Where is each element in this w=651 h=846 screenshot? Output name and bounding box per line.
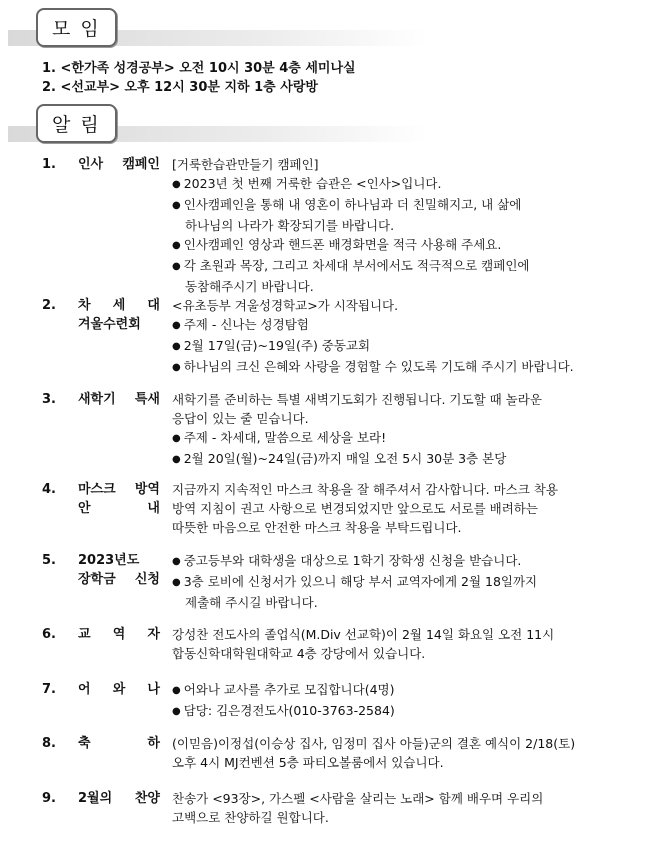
bullet-line: ● 각 초원과 목장, 그리고 차세대 부서에서도 적극적으로 캠페인에 bbox=[172, 256, 642, 277]
notice-title-line: 마스크 방역 bbox=[78, 482, 160, 497]
bullet-line: ● 2월 20일(월)~24일(금)까지 매일 오전 5시 30분 3층 본당 bbox=[172, 449, 642, 470]
notice-title-line: 교 역 자 bbox=[78, 627, 160, 642]
notice-number: 3. bbox=[42, 392, 56, 407]
meetings-title: 모 임 bbox=[36, 8, 117, 47]
notice-title-line: 새학기 특새 bbox=[78, 392, 160, 407]
content-line: 방역 지침이 권고 사항으로 변경되었지만 앞으로도 서로를 배려하는 bbox=[172, 501, 538, 516]
notice-content bbox=[172, 551, 642, 612]
notice-title bbox=[78, 789, 160, 808]
notice-title-line: 장학금 신청 bbox=[78, 572, 160, 587]
notice-title bbox=[78, 551, 160, 589]
content-line: 동참해주시기 바랍니다. bbox=[185, 279, 314, 294]
notice-title bbox=[78, 625, 160, 644]
notice-content bbox=[172, 680, 642, 722]
bullet-line: ● 중고등부와 대학생을 대상으로 1학기 장학생 신청을 받습니다. bbox=[172, 551, 642, 572]
bullet-line: ● 주제 - 차세대, 말씀으로 세상을 보라! bbox=[172, 428, 642, 449]
notice-title-line: 차 세 대 bbox=[78, 298, 160, 313]
content-line: 지금까지 지속적인 마스크 착용을 잘 해주셔서 감사합니다. 마스크 착용 bbox=[172, 482, 558, 497]
bullet-line: ● 어와나 교사를 추가로 모집합니다(4명) bbox=[172, 680, 642, 701]
notice-title bbox=[78, 155, 160, 174]
meeting-item: 2. <선교부> 오후 12시 30분 지하 1층 사랑방 bbox=[42, 80, 318, 95]
notice-title bbox=[78, 480, 160, 518]
notice-title-line: 축 하 bbox=[78, 736, 160, 751]
notice-number: 1. bbox=[42, 157, 56, 172]
notice-content bbox=[172, 296, 642, 378]
content-line: 합동신학대학원대학교 4층 강당에서 있습니다. bbox=[172, 646, 426, 661]
notice-title-line: 인사 캠페인 bbox=[78, 157, 160, 172]
content-line: 오후 4시 MJ컨벤션 5층 파티오볼룸에서 있습니다. bbox=[172, 755, 444, 770]
notice-title bbox=[78, 296, 160, 334]
content-line: 새학기를 준비하는 특별 새벽기도회가 진행됩니다. 기도할 때 놀라운 bbox=[172, 392, 542, 407]
meetings-section-header bbox=[8, 6, 428, 46]
notice-content bbox=[172, 155, 642, 296]
content-line: (이믿음)이정섭(이승상 집사, 임정미 집사 아들)군의 결혼 예식이 2/18(토) bbox=[172, 736, 576, 751]
notice-number: 4. bbox=[42, 482, 56, 497]
notice-title-line: 어 와 나 bbox=[78, 682, 160, 697]
notice-content bbox=[172, 734, 642, 772]
content-line: 고백으로 찬양하길 원합니다. bbox=[172, 810, 329, 825]
meeting-item: 1. <한가족 성경공부> 오전 10시 30분 4층 세미나실 bbox=[42, 61, 356, 76]
notice-content bbox=[172, 625, 642, 663]
notice-title bbox=[78, 680, 160, 699]
content-line: 찬송가 <93장>, 가스펠 <사람을 살리는 노래> 함께 배우며 우리의 bbox=[172, 791, 544, 806]
notice-number: 9. bbox=[42, 791, 56, 806]
notice-number: 2. bbox=[42, 298, 56, 313]
content-line: 강성찬 전도사의 졸업식(M.Div 선교학)이 2월 14일 화요일 오전 11시 bbox=[172, 627, 555, 642]
notice-content bbox=[172, 789, 642, 827]
bullet-line: ● 하나님의 크신 은혜와 사랑을 경험할 수 있도록 기도해 주시기 바랍니다. bbox=[172, 357, 642, 378]
notice-title-line: 2023년도 bbox=[78, 553, 140, 568]
notice-title bbox=[78, 734, 160, 753]
bullet-line: ● 3층 로비에 신청서가 있으니 해당 부서 교역자에게 2월 18일까지 bbox=[172, 572, 642, 593]
content-line: <유초등부 겨울성경학교>가 시작됩니다. bbox=[172, 298, 399, 313]
notice-content bbox=[172, 390, 642, 470]
notice-number: 5. bbox=[42, 553, 56, 568]
bullet-line: ● 인사캠페인 영상과 핸드폰 배경화면을 적극 사용해 주세요. bbox=[172, 235, 642, 256]
content-line: 응답이 있는 줄 믿습니다. bbox=[172, 411, 309, 426]
notice-number: 6. bbox=[42, 627, 56, 642]
notice-title bbox=[78, 390, 160, 409]
bullet-line: ● 주제 - 신나는 성경탐험 bbox=[172, 315, 642, 336]
bullet-line: ● 2월 17일(금)~19일(주) 중동교회 bbox=[172, 336, 642, 357]
notice-title-line: 겨울수련회 bbox=[78, 317, 141, 332]
meetings-list bbox=[42, 59, 356, 97]
notices-section-header bbox=[8, 102, 428, 142]
content-line: [거룩한습관만들기 캠페인] bbox=[172, 157, 319, 172]
notice-number: 7. bbox=[42, 682, 56, 697]
notice-number: 8. bbox=[42, 736, 56, 751]
notices-title: 알 림 bbox=[36, 104, 117, 143]
content-line: 제출해 주시길 바랍니다. bbox=[185, 595, 318, 610]
content-line: 따뜻한 마음으로 안전한 마스크 착용을 부탁드립니다. bbox=[172, 520, 462, 535]
notice-title-line: 안 내 bbox=[78, 501, 160, 516]
content-line: 하나님의 나라가 확장되기를 바랍니다. bbox=[185, 218, 395, 233]
bullet-line: ● 인사캠페인을 통해 내 영혼이 하나님과 더 친밀해지고, 내 삶에 bbox=[172, 195, 642, 216]
bullet-line: ● 담당: 김은경전도사(010-3763-2584) bbox=[172, 701, 642, 722]
bullet-line: ● 2023년 첫 번째 거룩한 습관은 <인사>입니다. bbox=[172, 174, 642, 195]
notice-content bbox=[172, 480, 642, 537]
notice-title-line: 2월의 찬양 bbox=[78, 791, 160, 806]
